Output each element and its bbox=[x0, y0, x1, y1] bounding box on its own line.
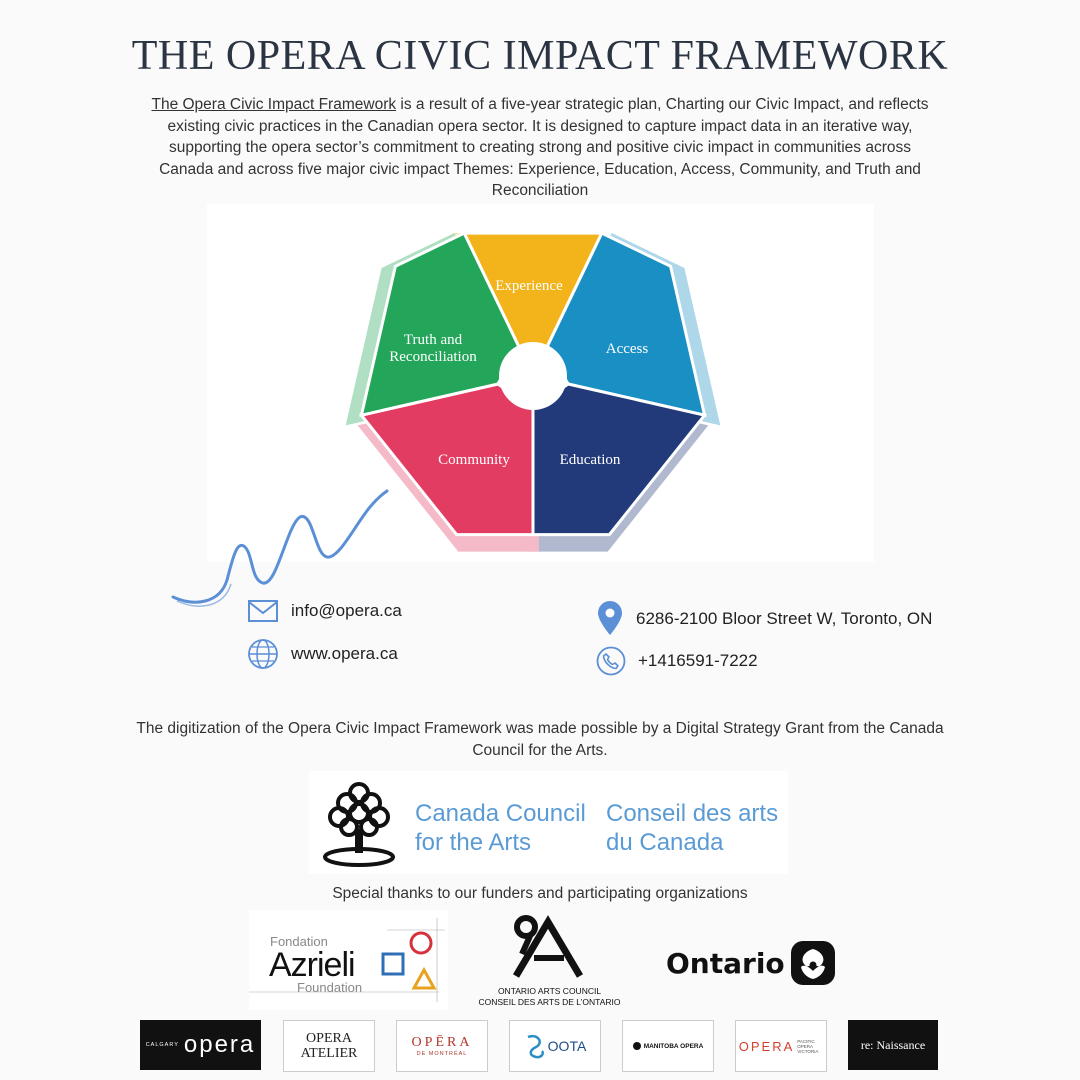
atelier-line2: ATELIER bbox=[300, 1046, 358, 1061]
mail-icon bbox=[247, 599, 279, 623]
opera-de-montreal-logo[interactable] bbox=[396, 1020, 488, 1072]
phone-text[interactable]: +1416591-7222 bbox=[638, 651, 758, 670]
website-text[interactable]: www.opera.ca bbox=[291, 644, 398, 663]
page-title: THE OPERA CIVIC IMPACT FRAMEWORK bbox=[131, 33, 949, 79]
ontario-arts-council-logo[interactable] bbox=[472, 910, 627, 1012]
azrieli-foundation-logo[interactable] bbox=[249, 910, 448, 1010]
thanks-text: Special thanks to our funders and participating organizations bbox=[332, 885, 748, 902]
ontario-trillium-icon bbox=[791, 941, 835, 985]
pov-sub: PACIFIC OPERA VICTORIA bbox=[797, 1038, 819, 1054]
oac-line2: CONSEIL DES ARTS DE L’ONTARIO bbox=[478, 997, 621, 1007]
wheel-label: Education bbox=[559, 452, 621, 468]
wheel-center bbox=[499, 342, 567, 410]
cc-english-name bbox=[415, 799, 586, 857]
canada-council-tree-icon bbox=[319, 779, 399, 869]
contact-website[interactable] bbox=[247, 638, 398, 670]
calgary-small: CALGARY bbox=[145, 1042, 179, 1048]
oota-text: OOTA bbox=[547, 1038, 587, 1054]
cc-fr-line1: Conseil des arts bbox=[606, 800, 779, 827]
contact-email[interactable] bbox=[247, 599, 402, 623]
ontario-wordmark: Ontario bbox=[666, 946, 785, 980]
address-text[interactable]: 6286-2100 Bloor Street W, Toronto, ON bbox=[636, 609, 933, 628]
opera-atelier-logo[interactable] bbox=[283, 1020, 375, 1072]
contact-address[interactable] bbox=[596, 601, 932, 637]
cc-fr-line2: du Canada bbox=[606, 829, 724, 856]
calgary-opera-logo[interactable] bbox=[140, 1020, 261, 1070]
email-text[interactable]: info@opera.ca bbox=[291, 601, 402, 620]
manitoba-opera-logo[interactable] bbox=[622, 1020, 714, 1072]
azrieli-bottom: Foundation bbox=[297, 980, 363, 995]
intro-paragraph bbox=[150, 94, 930, 202]
oac-line1: ONTARIO ARTS COUNCIL bbox=[497, 986, 602, 996]
oota-swirl-icon bbox=[524, 1033, 546, 1059]
globe-icon bbox=[247, 638, 279, 670]
ontario-logo[interactable] bbox=[666, 940, 835, 986]
oota-logo[interactable] bbox=[509, 1020, 601, 1072]
azrieli-shapes-icon bbox=[249, 910, 448, 1010]
azrieli-top: Fondation bbox=[270, 934, 328, 949]
montreal-main: OPĒRA bbox=[411, 1035, 473, 1050]
intro-body: is a result of a five-year strategic plan, Charting our Civic Impact, and reflects existing civic practices in the Canadian opera sector. It is designed to capture impact data in an iterative way, supporting the opera sector’s commitment to creating strong and positive civic impact in communities across Canada and across five major civic impact Themes: Experience, Education, Access, Community, and Truth and Reconciliation bbox=[159, 96, 929, 199]
cc-en-line2: for the Arts bbox=[415, 829, 532, 856]
azrieli-main: Azrieli bbox=[269, 946, 355, 984]
contact-phone[interactable] bbox=[596, 646, 758, 676]
pacific-opera-victoria-logo[interactable] bbox=[735, 1020, 827, 1072]
manitoba-dot-icon bbox=[633, 1042, 641, 1050]
montreal-sub: DE MONTRÉAL bbox=[416, 1051, 468, 1057]
decorative-squiggle bbox=[165, 485, 395, 615]
cc-french-name bbox=[606, 799, 778, 857]
pov-main: OPERA bbox=[738, 1038, 795, 1054]
oac-mark-icon bbox=[512, 914, 584, 978]
renaissance-logo[interactable] bbox=[848, 1020, 938, 1070]
wheel-label: Access bbox=[605, 341, 649, 357]
wheel-label: Truth and Reconciliation bbox=[389, 332, 477, 365]
framework-link[interactable]: The Opera Civic Impact Framework bbox=[151, 96, 397, 113]
calgary-main: opera bbox=[183, 1031, 256, 1058]
digitization-note: The digitization of the Opera Civic Impact Framework was made possible by a Digital Strategy Grant from the Canada Council for the Arts. bbox=[136, 720, 944, 759]
atelier-line1: OPERA bbox=[306, 1031, 352, 1046]
canada-council-logo[interactable] bbox=[309, 771, 788, 874]
phone-icon bbox=[596, 646, 626, 676]
wheel-label: Experience bbox=[495, 278, 563, 294]
cc-en-line1: Canada Council bbox=[415, 800, 586, 827]
location-pin-icon bbox=[596, 601, 624, 637]
renaissance-text: re: Naissance bbox=[860, 1037, 926, 1052]
wheel-label: Community bbox=[438, 452, 510, 468]
manitoba-text: MANITOBA OPERA bbox=[643, 1042, 704, 1050]
